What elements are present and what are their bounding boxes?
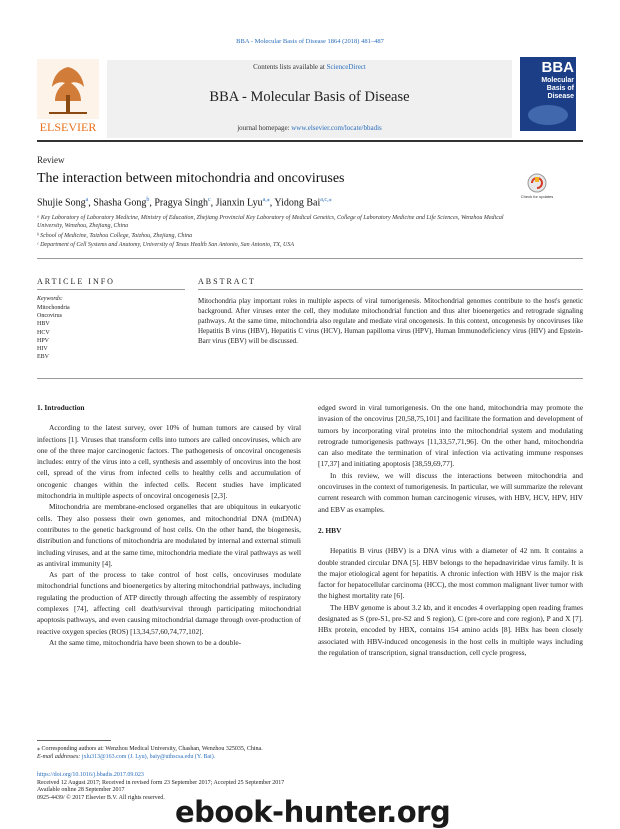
article-type: Review	[37, 155, 65, 165]
elsevier-logo	[37, 59, 99, 135]
cover-graphic	[528, 105, 568, 125]
cover-line-2: Basis of	[546, 85, 574, 92]
body-paragraph: At the same time, mitochondria have been shown to be a double-	[49, 637, 242, 647]
body-paragraph: edged sword in viral tumorigenesis. On the one hand, mitochondria may promote the invasion of the oncovirus [20,58,75,101] and facilitate the formation and development of tumors by incorporating viral proteins into the mitochondrial system and modulating retrograde tumorigenesis pathways [11,33,57,71,96]. On the other hand, mitochondria can also meditate the termination of viral infection via activating immune responses [17,37] and initiating apoptosis [38,59,69,77].	[318, 403, 583, 469]
author-affiliation-marker[interactable]: a	[85, 197, 89, 203]
contents-line	[107, 63, 512, 71]
body-paragraph: Hepatitis B virus (HBV) is a DNA virus with a diameter of 42 nm. It contains a double stranded circular DNA [5]. HBV belongs to the hepadnaviridae virus family. It is the major etiological agent for hepatitis. A chronic infection with HBV is the major risk factor for hepatocellular carcinoma (HCC), the most common malignant liver tumor with the highest mortality rate [6].	[318, 546, 583, 601]
email-line	[37, 753, 367, 761]
section-2-heading: 2. HBV	[318, 525, 342, 535]
author-name[interactable]: Shasha Gong	[93, 197, 147, 209]
article-info-heading: ARTICLE INFO	[37, 277, 115, 286]
body-paragraph: In this review, we will discuss the interactions between mitochondria and oncoviruses in the context of tumorigenesis. In particular, we will summarize the relevant current research with common human carcinogenic viruses, with HBV, HCV, HPV, HIV and EBV as examples.	[318, 470, 583, 514]
footnote-rule	[37, 740, 111, 741]
affiliation-b: ᵇ School of Medicine, Taizhou College, Taizhou, Zhejiang, China	[37, 233, 193, 239]
affiliation-rule	[37, 258, 583, 259]
cover-line-3: Disease	[547, 93, 574, 100]
abstract-rule	[198, 289, 583, 290]
contents-prefix: Contents lists available at	[253, 63, 325, 71]
email-addresses[interactable]: jxlu313@163.com (J. Lyu), baiy@uthscsa.edu (Y. Bai).	[81, 754, 216, 760]
keyword: Oncovirus	[37, 313, 62, 320]
author-name[interactable]: Jianxin Lyu	[215, 197, 263, 209]
copyright: 0925-4439/ © 2017 Elsevier B.V. All rights reserved.	[37, 794, 165, 801]
available-online: Available online 28 September 2017	[37, 787, 125, 793]
homepage-prefix: journal homepage:	[237, 124, 290, 132]
homepage-link[interactable]: www.elsevier.com/locate/bbadis	[291, 124, 382, 132]
author-list	[37, 196, 332, 208]
body-left-column	[37, 402, 301, 648]
abstract-text: Mitochondria play important roles in multiple aspects of viral tumorigenesis. Mitochondrial genomes contribute to the host's genetic background. After viruses enter the cell, they modulate mitochondrial function and thus alter bioenergetics and retrograde signaling pathways. At the same time, mitochondria also regulate and mediate viral oncogenesis. In this context, oncogenesis by oncoviruses like Hepatitis B virus (HBV), Hepatitis C virus (HCV), Human papilloma virus (HPV), Human Immunodeficiency virus (HIV) and Epstein-Barr virus (EBV) will be discussed.	[198, 297, 583, 345]
keyword: Mitochondria	[37, 305, 70, 311]
author-separator: ,	[269, 197, 275, 209]
abstract-bottom-rule	[37, 378, 583, 379]
doi-link[interactable]: https://doi.org/10.1016/j.bbadis.2017.09.023	[37, 772, 144, 778]
email-label: E-mail addresses:	[37, 754, 81, 760]
running-head[interactable]: BBA - Molecular Basis of Disease 1864 (2018) 481–487	[236, 38, 384, 45]
elsevier-wordmark: ELSEVIER	[39, 120, 97, 134]
watermark-text: ebook-hunter.org	[175, 795, 451, 829]
body-paragraph: As part of the process to take control of host cells, oncoviruses modulate mitochondrial functions and bioenergetics by altering mitochondrial pathways, including regulating the production of ATP directly through affecting the assembly of respiratory complexes [74], affecting cell death/survival through participating mitochondrial apoptosis pathways, and even causing mitochondrial damage through over-production of reactive oxygen species (ROS) [13,34,57,60,74,77,102].	[37, 570, 301, 636]
author-name[interactable]: Shujie Song	[37, 197, 86, 209]
keyword-list	[37, 304, 70, 361]
keyword: HIV	[37, 346, 48, 353]
keyword: HBV	[37, 321, 50, 328]
affiliation-c: ᶜ Department of Cell Systems and Anatomy, University of Texas Health San Antonio, San Antonio, TX, USA	[37, 242, 295, 248]
author-affiliation-marker[interactable]: c	[207, 197, 211, 203]
article-title: The interaction between mitochondria and oncoviruses	[37, 171, 345, 186]
keywords-label: Keywords:	[37, 296, 63, 302]
keyword: HPV	[37, 337, 50, 344]
body-paragraph: Mitochondria are membrane-enclosed organelles that are ubiquitous in eukaryotic cells. They also possess their own genomes, and mitochondrial DNA (mtDNA) contributes to the genetic background of host cells. On the other hand, the biogenesis, distribution and functions of mitochondria are modulated by internal and external stimuli including viruses, and at the same time, mitochondria mediate the viral pathways as well as antiviral immunity [4].	[37, 502, 301, 568]
abstract-heading: ABSTRACT	[198, 277, 256, 286]
keyword: EBV	[37, 354, 49, 361]
author-separator: ,	[149, 197, 155, 209]
author-name[interactable]: Yidong Bai	[274, 197, 321, 209]
author-separator: ,	[88, 197, 94, 209]
section-1-heading: 1. Introduction	[37, 403, 85, 412]
author-separator: ,	[210, 197, 216, 209]
author-affiliation-marker[interactable]: b	[146, 197, 150, 203]
sciencedirect-link[interactable]: ScienceDirect	[326, 63, 366, 71]
check-for-updates-icon[interactable]	[520, 172, 554, 204]
body-paragraph: The HBV genome is about 3.2 kb, and it encodes 4 overlapping open reading frames designated as S (pre-S1, pre-S2 and S region), C (pre-core and core region), P and X [7]. HBx protein, encoded by HBX, contains 154 amino acids [8]. HBx has been closely associated with HBV-induced oncogenesis in the host cells in multiple ways including the regulation of transcription, signal transduction, cell cycle progress,	[318, 602, 583, 657]
received-dates: Received 12 August 2017; Received in revised form 23 September 2017; Accepted 25 September 2017	[37, 779, 285, 786]
affiliation-a: ᵃ Key Laboratory of Laboratory Medicine, Ministry of Education, Zhejiang Provincial Key Laboratory of Medical Genetics, College of Laboratory Medicine and Life Sciences, Wenzhou Medical University, Wenzhou, Zhejiang, China	[37, 215, 504, 229]
keyword: HCV	[37, 329, 50, 336]
header-rule	[37, 140, 583, 142]
author-affiliation-marker[interactable]: a,⁎	[262, 197, 270, 203]
corresponding-author-note: ⁎ Corresponding authors at: Wenzhou Medical University, Chashan, Wenzhou 325035, China.	[37, 746, 263, 752]
body-right-column	[318, 402, 583, 658]
footnotes	[37, 745, 367, 761]
article-info-rule	[37, 289, 185, 290]
check-updates-label: Check for updates	[520, 194, 554, 199]
body-paragraph: According to the latest survey, over 10% of human tumors are caused by viral infections [1]. Viruses that transform cells into tumors are called oncoviruses, which are one of the three major carcinogenic factors. The pathogenesis of oncoviral oncogenesis includes: entry of the virus into a cell, synthesis and assembly of oncovirus into the host cell, spread of the virus from infected cells to healthy cells and accumulation of oncogenic changes within the infected cells. Recent studies have implicated mitochondria in multiple aspects of oncoviral oncogenesis [2,3].	[37, 423, 301, 501]
journal-title: BBA - Molecular Basis of Disease	[209, 89, 410, 105]
author-affiliation-marker[interactable]: a,c,⁎	[320, 197, 332, 203]
author-name[interactable]: Pragya Singh	[154, 197, 208, 209]
cover-line-1: Molecular	[541, 77, 574, 84]
cover-title: BBA	[541, 59, 574, 76]
journal-cover	[520, 57, 576, 131]
journal-homepage	[107, 124, 512, 132]
